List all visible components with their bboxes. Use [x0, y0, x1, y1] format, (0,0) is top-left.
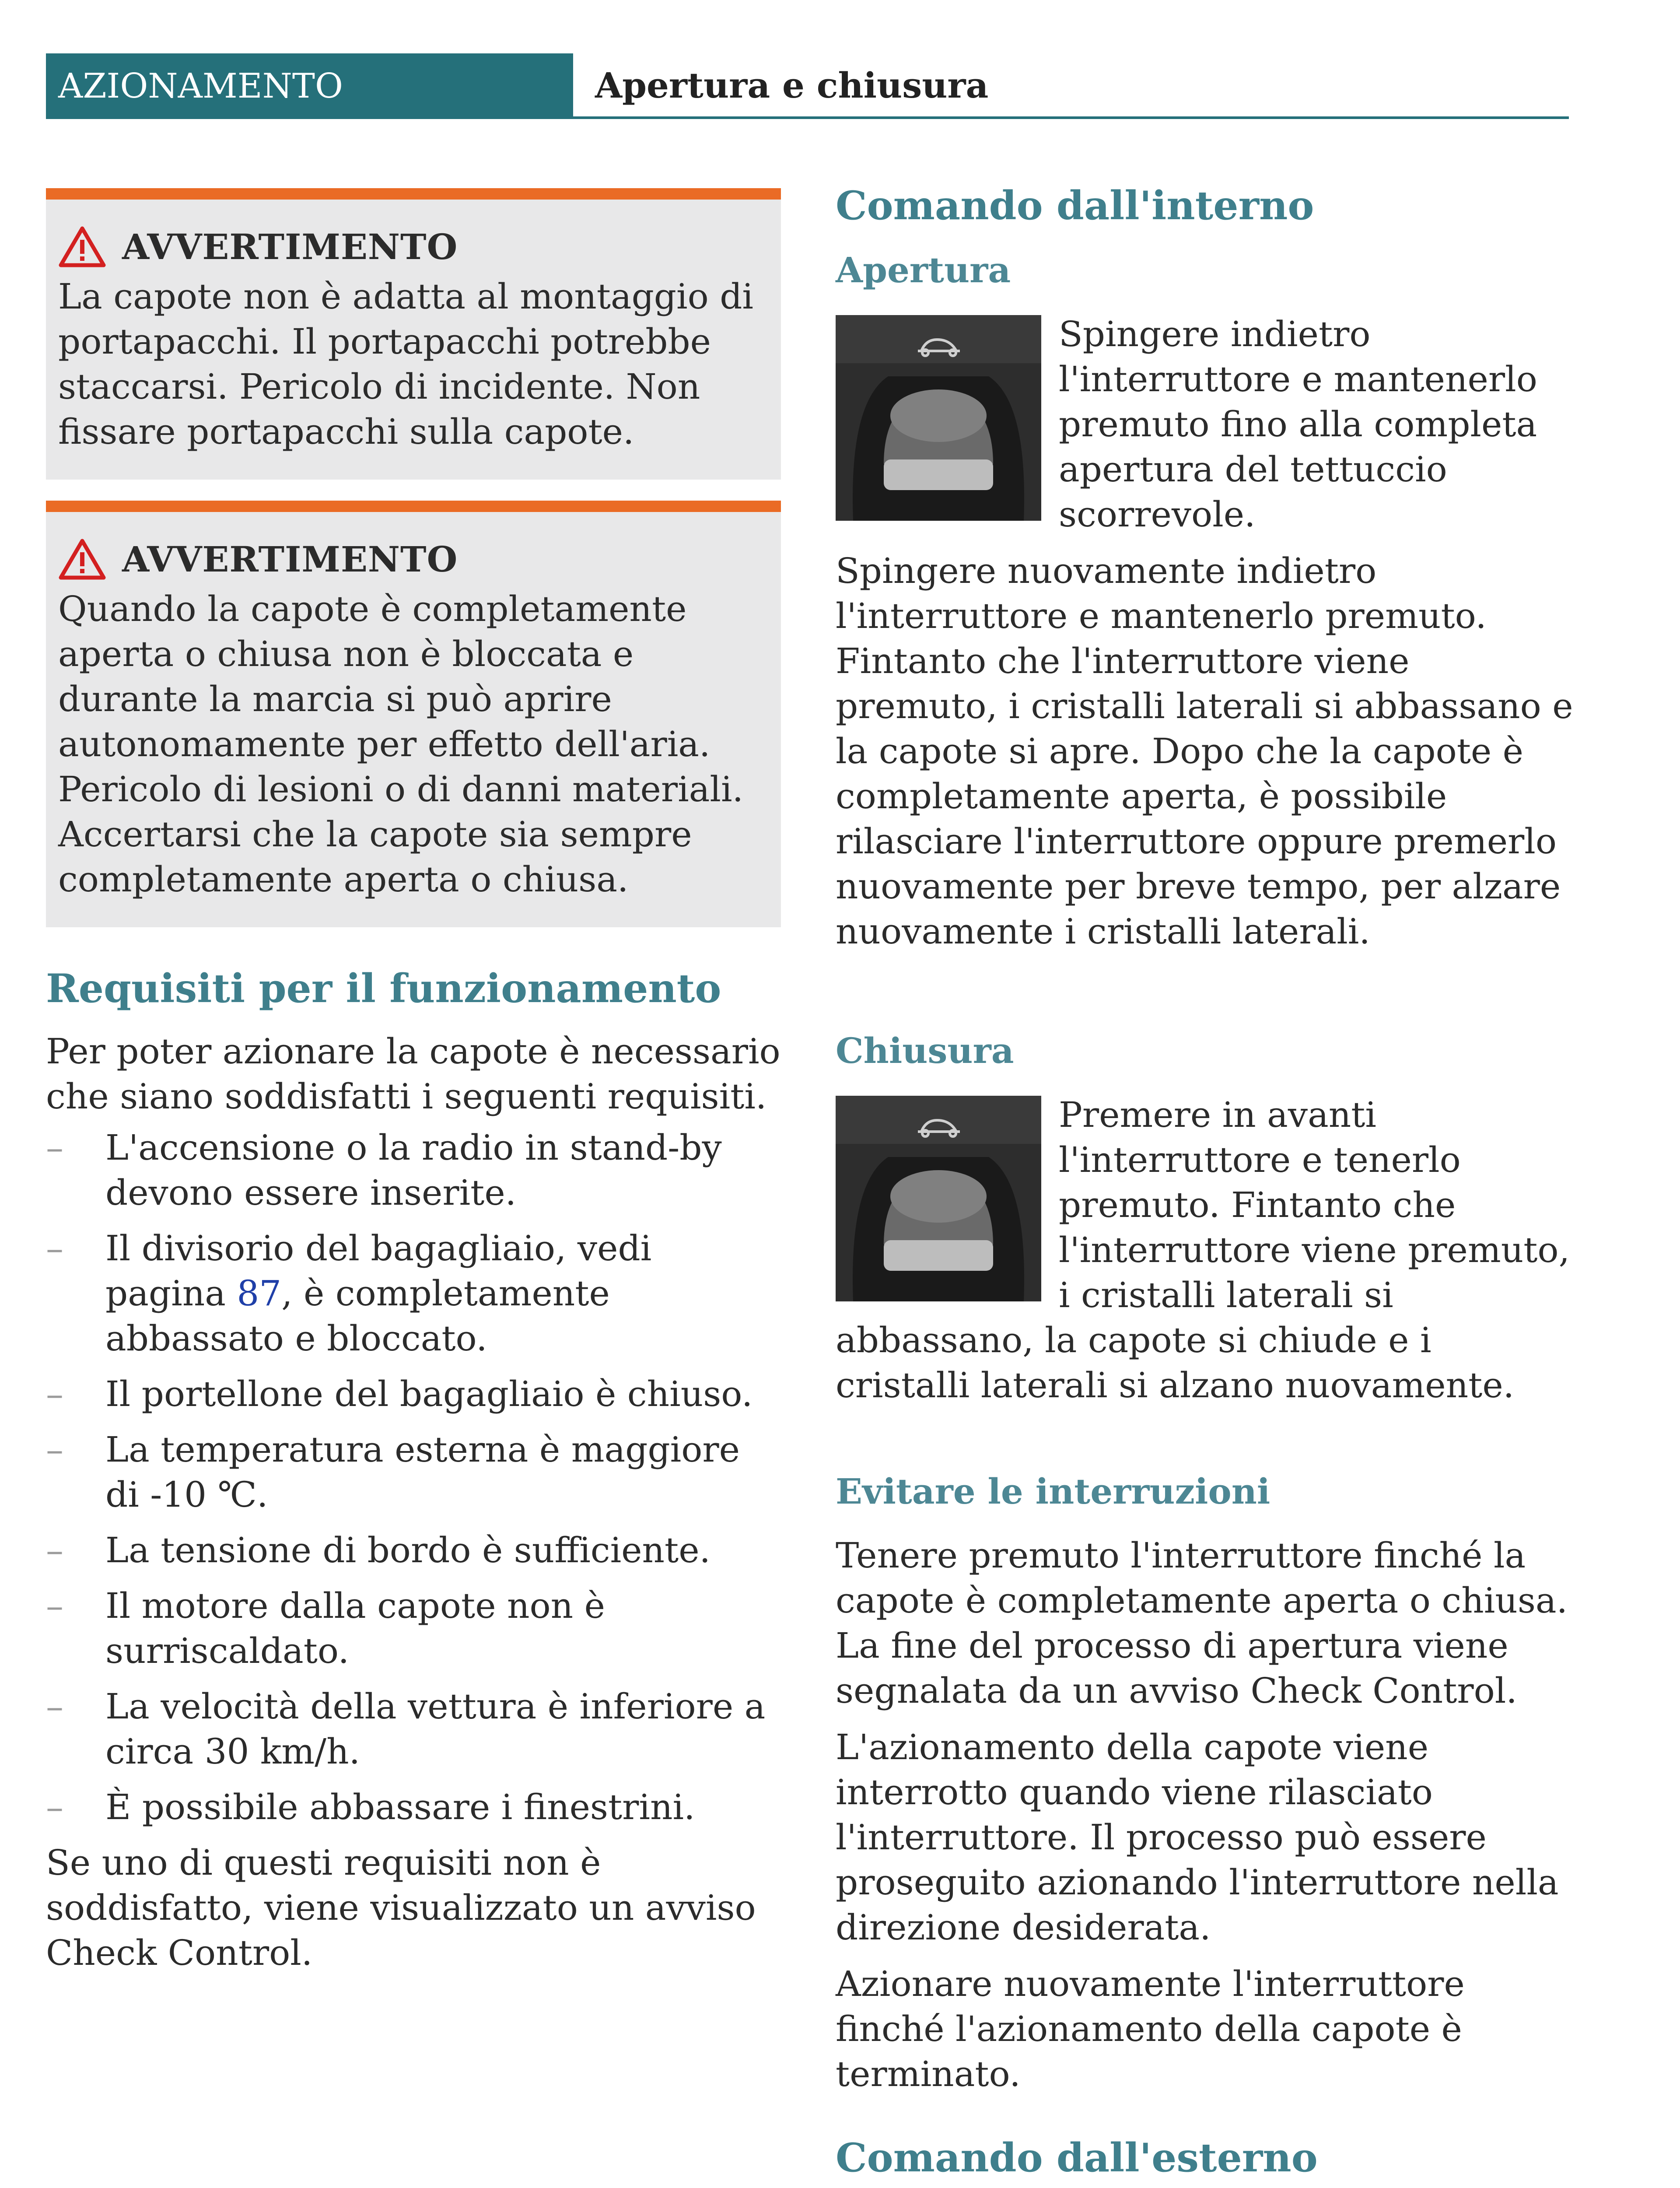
- interrupt-paragraph-2: L'azionamento della capote viene interrotto quando viene rilasciato l'interruttore. Il processo può essere proseguito azionando l'interruttore nella direzione desiderata.: [836, 1727, 1559, 1948]
- list-item: – Il divisorio del bagagliaio, vedi pagina 87, è completamente abbassato e bloccato.: [46, 1228, 652, 1359]
- opening-paragraph-1: Spingere indietro l'interruttore e mantenerlo premuto fino alla completa apertura del tettuccio scorrevole.: [1059, 314, 1537, 535]
- list-item: – Il motore dalla capote non è surriscaldato.: [46, 1585, 605, 1671]
- opening-paragraph-2: Spingere nuovamente indietro l'interruttore e mantenerlo premuto. Fintanto che l'interruttore viene premuto, i cristalli laterali si abbassano e la capote si apre. Dopo che la capote è completamente aperta, è possibile rilasciare l'interruttore oppure premerlo nuovamente per breve tempo, per alzare nuovamente i cristalli laterali.: [836, 551, 1573, 952]
- outside-heading: Comando dall'esterno: [836, 2135, 1318, 2181]
- roof-switch-icon: [836, 315, 1041, 521]
- right-column: [836, 179, 1575, 2188]
- warning-triangle-icon: [58, 226, 106, 268]
- warning-heading: AVVERTIMENTO: [58, 538, 769, 580]
- requirements-intro: Per poter azionare la capote è necessario che siano soddisfatti i seguenti requisiti.: [46, 1031, 780, 1117]
- roof-switch-icon: [836, 1096, 1041, 1301]
- section-label: AZIONAMENTO: [58, 67, 343, 106]
- roof-switch-image: [836, 315, 1041, 521]
- interrupt-paragraph-3: Azionare nuovamente l'interruttore finché l'azionamento della capote è terminato.: [836, 1964, 1465, 2094]
- roof-switch-image: [836, 1096, 1041, 1301]
- warning-triangle-icon: [58, 538, 106, 580]
- header-rule: [573, 116, 1569, 119]
- closing-heading: Chiusura: [836, 1030, 1014, 1071]
- warning-heading: AVVERTIMENTO: [58, 226, 769, 268]
- closing-paragraph: Premere in avanti l'interruttore e tenerlo premuto. Fintanto che l'interruttore viene premuto, i cristalli laterali si abbassano, la capote si chiude e i cristalli laterali si alzano nuovamente.: [836, 1094, 1570, 1406]
- inside-heading: Comando dall'interno: [836, 182, 1314, 229]
- interrupt-heading: Evitare le interruzioni: [836, 1471, 1270, 1512]
- left-column: [46, 188, 781, 1975]
- interrupt-paragraph-1: Tenere premuto l'interruttore finché la capote è completamente aperta o chiusa. La fine del processo di apertura viene segnalata da un avviso Check Control.: [836, 1535, 1568, 1711]
- requirements-heading: Requisiti per il funzionamento: [46, 965, 721, 1012]
- list-item: – Il portellone del bagagliaio è chiuso.: [46, 1374, 753, 1414]
- warning-box-2: [46, 501, 781, 927]
- warning-box-1: [46, 188, 781, 480]
- warning-text: La capote non è adatta al montaggio di portapacchi. Il portapacchi potrebbe staccarsi. Pericolo di incidente. Non fissare portapacchi sulla capote.: [58, 276, 753, 452]
- page-link[interactable]: 87: [237, 1273, 282, 1314]
- list-item: – La temperatura esterna è maggiore di -10 ℃.: [46, 1429, 740, 1515]
- list-item: – È possibile abbassare i finestrini.: [46, 1787, 695, 1827]
- list-item: – L'accensione o la radio in stand-by devono essere inserite.: [46, 1127, 722, 1213]
- warning-text: Quando la capote è completamente aperta o chiusa non è bloccata e durante la marcia si può aprire autonomamente per effetto dell'aria. Pericolo di lesioni o di danni materiali. Accertarsi che la capote sia sempre completamente aperta o chiusa.: [58, 589, 744, 900]
- list-item: – La velocità della vettura è inferiore a circa 30 km/h.: [46, 1686, 766, 1772]
- section-tab: [46, 53, 573, 119]
- requirements-outro: Se uno di questi requisiti non è soddisfatto, viene visualizzato un avviso Check Control.: [46, 1842, 756, 1973]
- opening-heading: Apertura: [836, 249, 1011, 291]
- list-item: – La tensione di bordo è sufficiente.: [46, 1530, 710, 1571]
- page-title: Apertura e chiusura: [595, 65, 989, 106]
- requirements-list: [46, 1125, 781, 1830]
